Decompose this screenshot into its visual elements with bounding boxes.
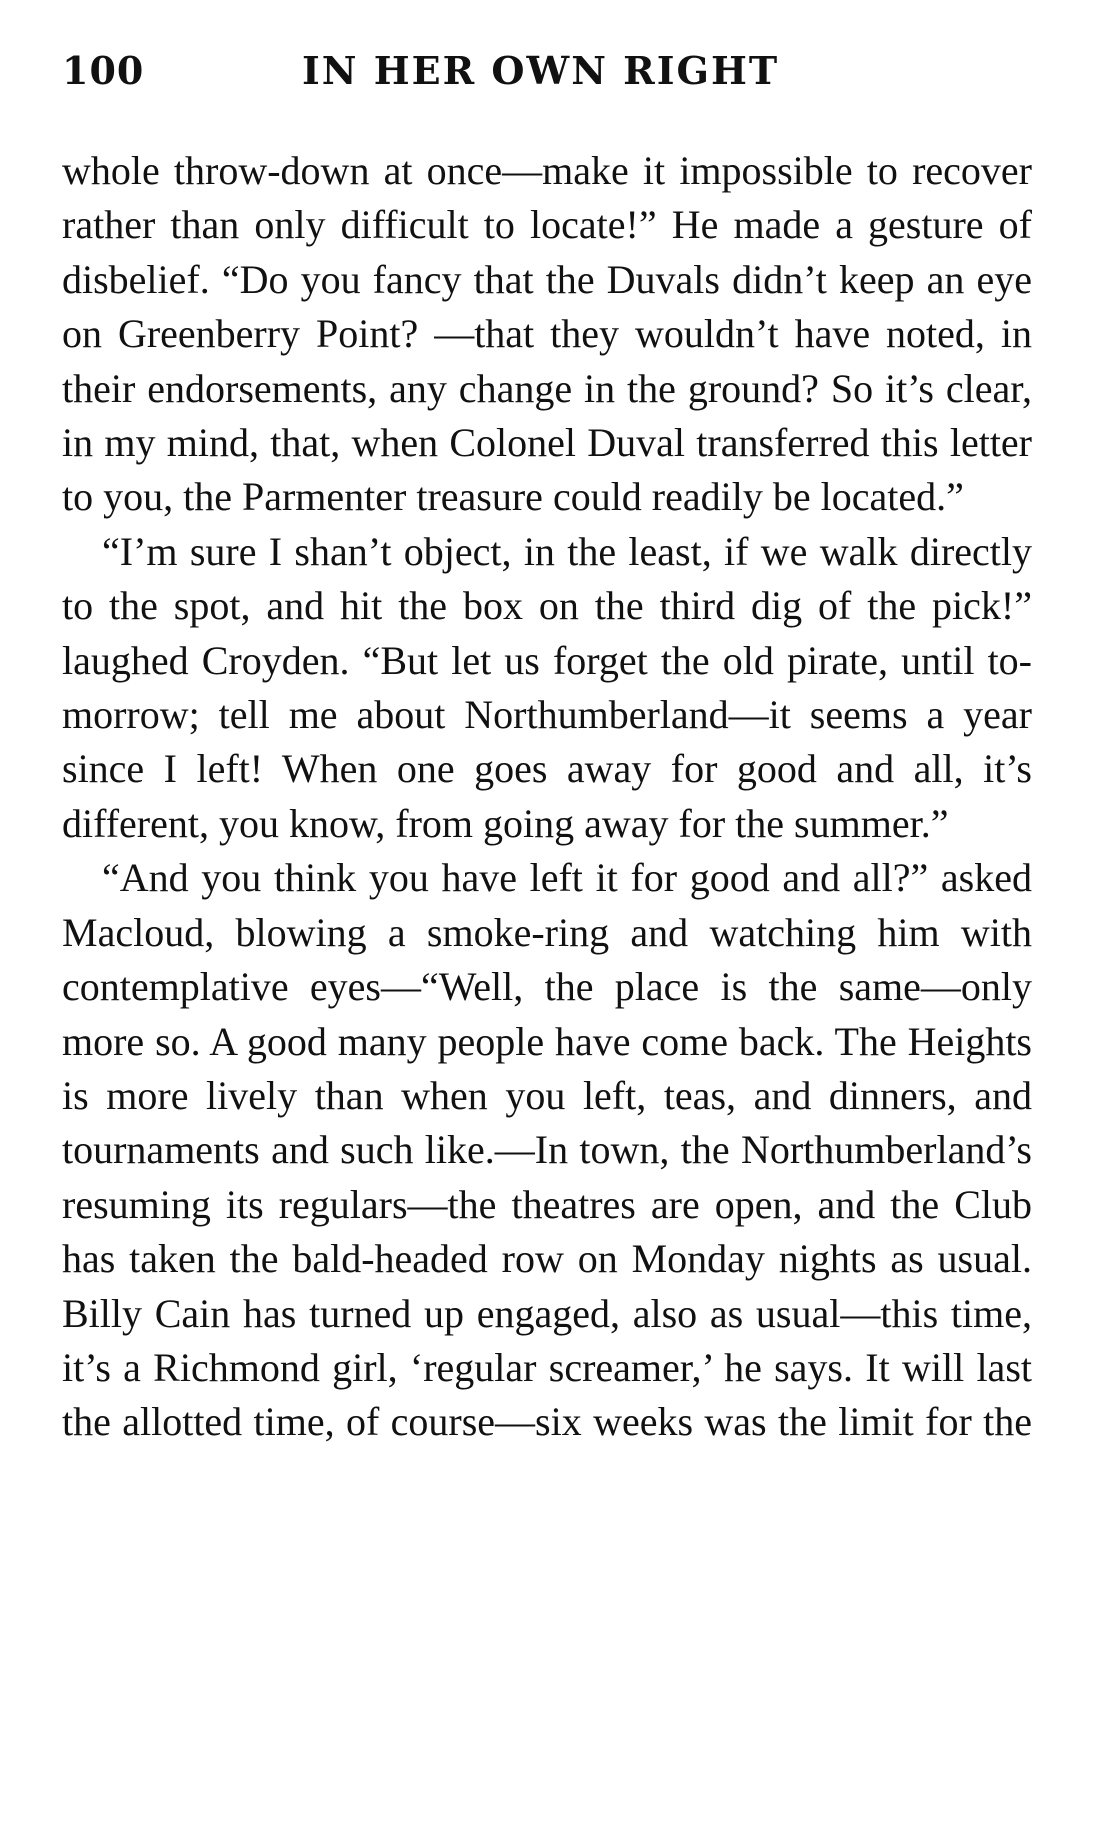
page-header [62,48,1032,104]
paragraph: “And you think you have left it for good and all?” asked Macloud, blowing a smoke-ring and watching him with contemplative eyes—“Well, the place is the same—only more so. A good many people have come back. The Heights is more lively than when you left, teas, and dinners, and tournaments and such like.—In town, the Northumberland’s resuming its regulars—the theatres are open, and the Club has taken the bald-headed row on Monday nights as usual. Billy Cain has turned up engaged, also as usual—this time, it’s a Richmond girl, ‘regular screamer,’ he says. It will last the allotted time, of course—six weeks was the limit for the [62,855,1032,1445]
paragraph-continuation: whole throw-down at once—make it impossible to recover rather than only difficult to locate!” He made a gesture of disbelief. “Do you fancy that the Duvals didn’t keep an eye on Greenberry Point? —that they wouldn’t have noted, in their endorsements, any change in the ground? So it’s clear, in my mind, that, when Colonel Duval transferred this letter to you, the Parmenter treasure could readily be located.” [62,148,1032,520]
paragraph: “I’m sure I shan’t object, in the least, if we walk directly to the spot, and hit the box on the third dig of the pick!” laughed Croyden. “But let us forget the old pirate, until to-morrow; tell me about Northumberland—it seems a year since I left! When one goes away for good and all, it’s different, you know, from going away for the summer.” [62,528,1032,846]
body-text [62,144,1032,1450]
running-head: IN HER OWN RIGHT [302,48,780,93]
page-number: 100 [62,48,145,93]
